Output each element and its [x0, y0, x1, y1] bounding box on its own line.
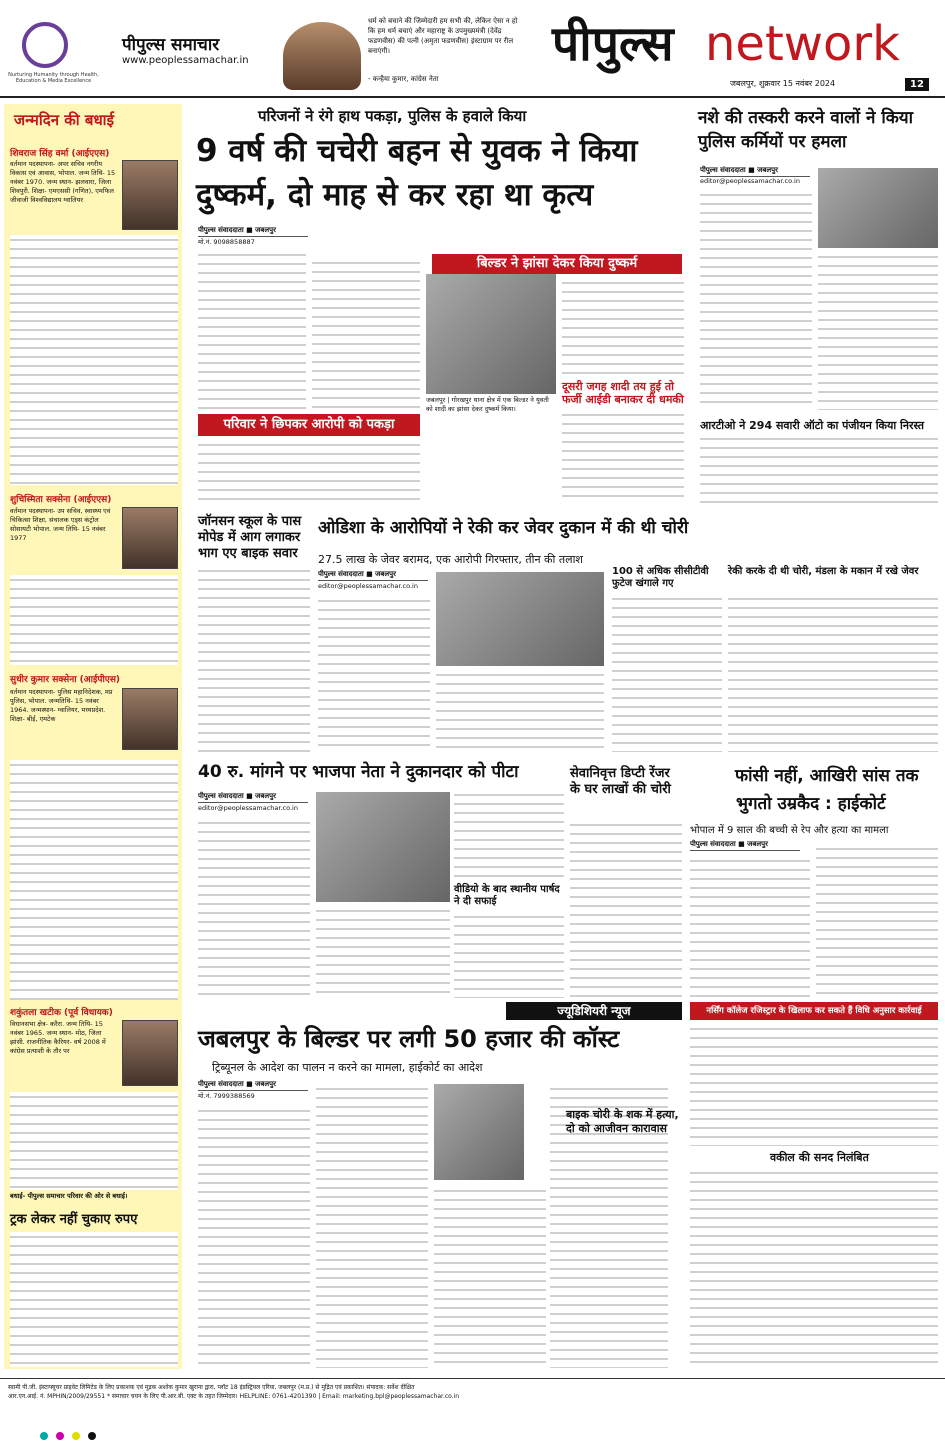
footer-line-2: आर.एन.आई. नं. MPHIN/2009/29551 * समाचार चयन के लिए पी.आर.बी. एक्ट के तहत जिम्मेदार। HELPLINE: 0761-4201390 | Email: marketing.bpl@peoplessamachar.co.in: [8, 1393, 460, 1400]
hc-story-headline-1: फांसी नहीं, आखिरी सांस तक: [735, 766, 919, 786]
birthday-person-1-name: शिवराज सिंह वर्मा (आईएएस): [10, 149, 110, 159]
registration-mark-cyan: [40, 1432, 48, 1440]
birthday-person-1-text: [10, 235, 178, 485]
bjp-sub-head: वीडियो के बाद स्थानीय पार्षद ने दी सफाई: [454, 884, 560, 907]
builder-story-text-2: [562, 410, 684, 500]
judiciary-headline: जबलपुर के बिल्डर पर लगी 50 हजार की कॉस्ट: [198, 1025, 620, 1053]
birthday-person-1-details: वर्तमान पदस्थापना- अपर सचिव नगरीय विकास एवं आवास, भोपाल. जन्म तिथि- 15 नवंबर 1970. जन्म स्थान- झलवारा, जिला शिवपुरी. शिक्षा- एमएससी (गणित), एमफिल जीवाजी विश्वविद्यालय ग्वालियर: [10, 160, 116, 204]
paper-name: पीपुल्स समाचार: [122, 35, 220, 55]
main-story-text-col-1: [198, 250, 306, 410]
hc-story-sub: भोपाल में 9 साल की बच्ची से रेप और हत्या का मामला: [690, 825, 889, 836]
family-caught-text: [198, 440, 420, 502]
birthday-person-3-name: सुधीर कुमार सक्सेना (आईपीएस): [10, 675, 121, 685]
judiciary-mobile: मो.नं. 7999388569: [198, 1092, 255, 1100]
judiciary-text-3: [434, 1186, 546, 1368]
cctv-story-text: [612, 594, 722, 752]
dateline: जबलपुर, शुक्रवार 15 नवंबर 2024: [730, 79, 836, 88]
nursing-text-2: [690, 1168, 938, 1368]
brand-english: network: [705, 16, 900, 72]
page-number: 12: [905, 78, 929, 91]
birthday-person-2-name: शुचिस्मिता सक्सेना (आईएएस): [10, 495, 112, 505]
registration-mark-yellow: [72, 1432, 80, 1440]
main-story-byline: पीपुल्स संवाददाता ■ जबलपुर: [198, 226, 308, 237]
quote-person-photo: [283, 22, 361, 90]
odisha-story-text-2: [436, 670, 604, 752]
odisha-story-email: editor@peoplessamachar.co.in: [318, 582, 418, 590]
main-story-headline-2: दुष्कर्म, दो माह से कर रहा था कृत्य: [196, 177, 594, 213]
drug-story-text-2: [818, 252, 938, 410]
drug-story-email: editor@peoplessamachar.co.in: [700, 177, 800, 185]
logo-tagline: Nurturing Humanity through Health, Education & Media Excellence: [8, 72, 99, 84]
drug-story-headline: नशे की तस्करी करने वालों ने किया पुलिस कर्मियों पर हमला: [698, 108, 914, 152]
registration-mark-black: [88, 1432, 96, 1440]
hc-story-text-2: [816, 844, 938, 998]
bjp-story-byline: पीपुल्स संवाददाता ■ जबलपुर: [198, 792, 308, 803]
quote-author: - कन्हैया कुमार, कांग्रेस नेता: [368, 75, 439, 83]
bjp-story-text-1: [198, 818, 310, 998]
rto-sub-head: आरटीओ ने 294 सवारी ऑटो का पंजीयन किया निरस्त: [700, 419, 925, 432]
birthday-person-3-photo: [122, 688, 178, 750]
nursing-text-1: [690, 1024, 938, 1146]
lawyer-sub-head: वकील की सनद निलंबित: [770, 1151, 869, 1164]
footer-line-1: स्वामी पी.जी. इंस्टाफ्यूचर प्राइवेट लिमिटेड के लिए प्रकाशक एवं मुद्रक अशोक कुमार खुराना द्वारा, प्लॉट 18 इंडस्ट्रियल एरिया, जबलपुर (म.प्र.) से मुद्रित एवं प्रकाशित। संपादक: सर्वेश दीक्षित: [8, 1384, 415, 1391]
main-story-kicker: परिजनों ने रंगे हाथ पकड़ा, पुलिस के हवाले किया: [258, 107, 527, 125]
main-story-photo: [426, 274, 556, 394]
footer-imprint: [0, 1378, 945, 1428]
truck-story-text: [10, 1232, 178, 1367]
masthead: [0, 0, 945, 98]
bjp-story-text-2: [316, 906, 450, 998]
birthday-person-4-text: [10, 1092, 178, 1190]
birthday-person-4-name: शकुंतला खटीक (पूर्व विधायक): [10, 1008, 113, 1018]
main-story-text-col-2: [312, 258, 420, 410]
builder-sub-head: दूसरी जगह शादी तय हुई तो फर्जी आईडी बनाकर दी धमकी: [562, 380, 684, 406]
drug-story-text-1: [700, 190, 812, 410]
family-caught-box-head: परिवार ने छिपकर आरोपी को पकड़ा: [198, 414, 420, 436]
school-story-text: [198, 566, 310, 752]
odisha-story-text-1: [318, 596, 430, 752]
hc-story-byline: पीपुल्स संवाददाता ■ जबलपुर: [690, 840, 800, 851]
bjp-cctv-photo: [316, 792, 450, 902]
main-story-headline-1: 9 वर्ष की चचेरी बहन से युवक ने किया: [196, 133, 638, 169]
bike-murder-headline: बाइक चोरी के शक में हत्या, दो को आजीवन कारावास: [566, 1108, 679, 1135]
odisha-story-headline: ओडिशा के आरोपियों ने रेकी कर जेवर दुकान में की थी चोरी: [318, 518, 689, 538]
main-story-mobile: मो.नं. 9098858887: [198, 238, 255, 246]
website-link[interactable]: www.peoplessamachar.in: [122, 55, 249, 66]
birthday-person-4-details: विधानसभा क्षेत्र- करैरा. जन्म तिथि- 15 नवंबर 1965. जन्म स्थान- मोठ, जिला झांसी. राजनीतिक कैरियर- वर्ष 2008 में कांग्रेस प्रत्याशी के तौर पर: [10, 1020, 106, 1055]
odisha-story-sub: 27.5 लाख के जेवर बरामद, एक आरोपी गिरफ्तार, तीन की तलाश: [318, 553, 583, 566]
birthday-person-2-details: वर्तमान पदस्थापना- उप सचिव, स्वास्थ्य एवं चिकित्सा शिक्षा, संचालक एड्स कंट्रोल सोसायटी भोपाल. जन्म तिथि- 15 नवंबर 1977: [10, 507, 111, 542]
drug-story-byline: पीपुल्स संवाददाता ■ जबलपुर: [700, 166, 810, 177]
birthday-person-4-photo: [122, 1020, 178, 1086]
odisha-story-byline: पीपुल्स संवाददाता ■ जबलपुर: [318, 570, 428, 581]
bjp-story-text-3: [454, 790, 564, 880]
birthday-person-1-photo: [122, 160, 178, 230]
jewelry-photo: [436, 572, 604, 666]
birthday-title: जन्मदिन की बधाई: [14, 111, 114, 129]
judiciary-label: ज्यूडिशियरी न्यूज: [506, 1002, 682, 1020]
bjp-story-text-4: [454, 912, 564, 998]
recce-story-text: [728, 594, 938, 752]
registration-mark-magenta: [56, 1432, 64, 1440]
cctv-sub-head: 100 से अधिक सीसीटीवी फुटेज खंगाले गए: [612, 566, 709, 589]
main-story-photo-caption: जबलपुर | गोरखपुर थाना क्षेत्र में एक बिल्डर ने युवती को शादी का झांसा देकर दुष्कर्म किया।: [426, 396, 549, 413]
school-story-headline: जॉनसन स्कूल के पास मोपेड में आग लगाकर भाग एए बाइक सवार: [198, 514, 302, 561]
high-court-photo: [434, 1084, 524, 1180]
ranger-story-headline: सेवानिवृत्त डिप्टी रेंजर के घर लाखों की चोरी: [570, 766, 671, 797]
peoples-group-logo: [22, 22, 68, 68]
hc-story-headline-2: भुगतो उम्रकैद : हाईकोर्ट: [736, 794, 886, 814]
truck-story-headline: ट्रक लेकर नहीं चुकाए रुपए: [10, 1212, 138, 1227]
nursing-banner: नर्सिंग कॉलेज रजिस्ट्रार के खिलाफ कर सकते हैं विधि अनुसार कार्रवाई: [690, 1002, 938, 1020]
judiciary-sub: ट्रिब्यूनल के आदेश का पालन न करने का मामला, हाईकोर्ट का आदेश: [212, 1061, 483, 1074]
rto-story-text: [700, 434, 938, 506]
builder-sub-banner: बिल्डर ने झांसा देकर किया दुष्कर्म: [432, 254, 682, 274]
birthday-person-2-photo: [122, 507, 178, 569]
birthday-person-2-text: [10, 575, 178, 665]
bjp-story-email: editor@peoplessamachar.co.in: [198, 804, 298, 812]
judiciary-text-2: [316, 1084, 428, 1368]
recce-sub-head: रेकी करके दी थी चोरी, मंडला के मकान में रखे जेवर: [728, 566, 919, 577]
drug-story-photo: [818, 168, 938, 248]
birthday-person-3-text: [10, 760, 178, 1000]
quote-text: धर्म को बचाने की जिम्मेदारी हम सभी की, लेकिन ऐसा न हो कि हम धर्म बचाएं और महाराष्ट्र के उपमुख्यमंत्री (देवेंद्र फडणवीस) की पत्नी (अमृता फडणवीस) इंस्टाग्राम पर रील बनाएंगी।: [368, 17, 518, 55]
birthday-person-3-details: वर्तमान पदस्थापना- पुलिस महानिदेशक, मप्र पुलिस, भोपाल. जन्मतिथि- 15 नवंबर 1964. जन्मस्थान- ग्वालियर, मध्यप्रदेश. शिक्षा- बीई, एमटेक: [10, 688, 113, 723]
judiciary-text-1: [198, 1106, 310, 1368]
brand-hindi: पीपुल्स: [552, 16, 674, 72]
hc-story-text-1: [690, 856, 810, 998]
birthday-closing: बधाई- पीपुल्स समाचार परिवार की ओर से बधाई।: [10, 1192, 128, 1200]
judiciary-byline: पीपुल्स संवाददाता ■ जबलपुर: [198, 1080, 308, 1091]
ranger-story-text: [570, 820, 682, 998]
bjp-story-headline: 40 रु. मांगने पर भाजपा नेता ने दुकानदार को पीटा: [198, 762, 519, 782]
builder-story-text: [562, 278, 684, 378]
